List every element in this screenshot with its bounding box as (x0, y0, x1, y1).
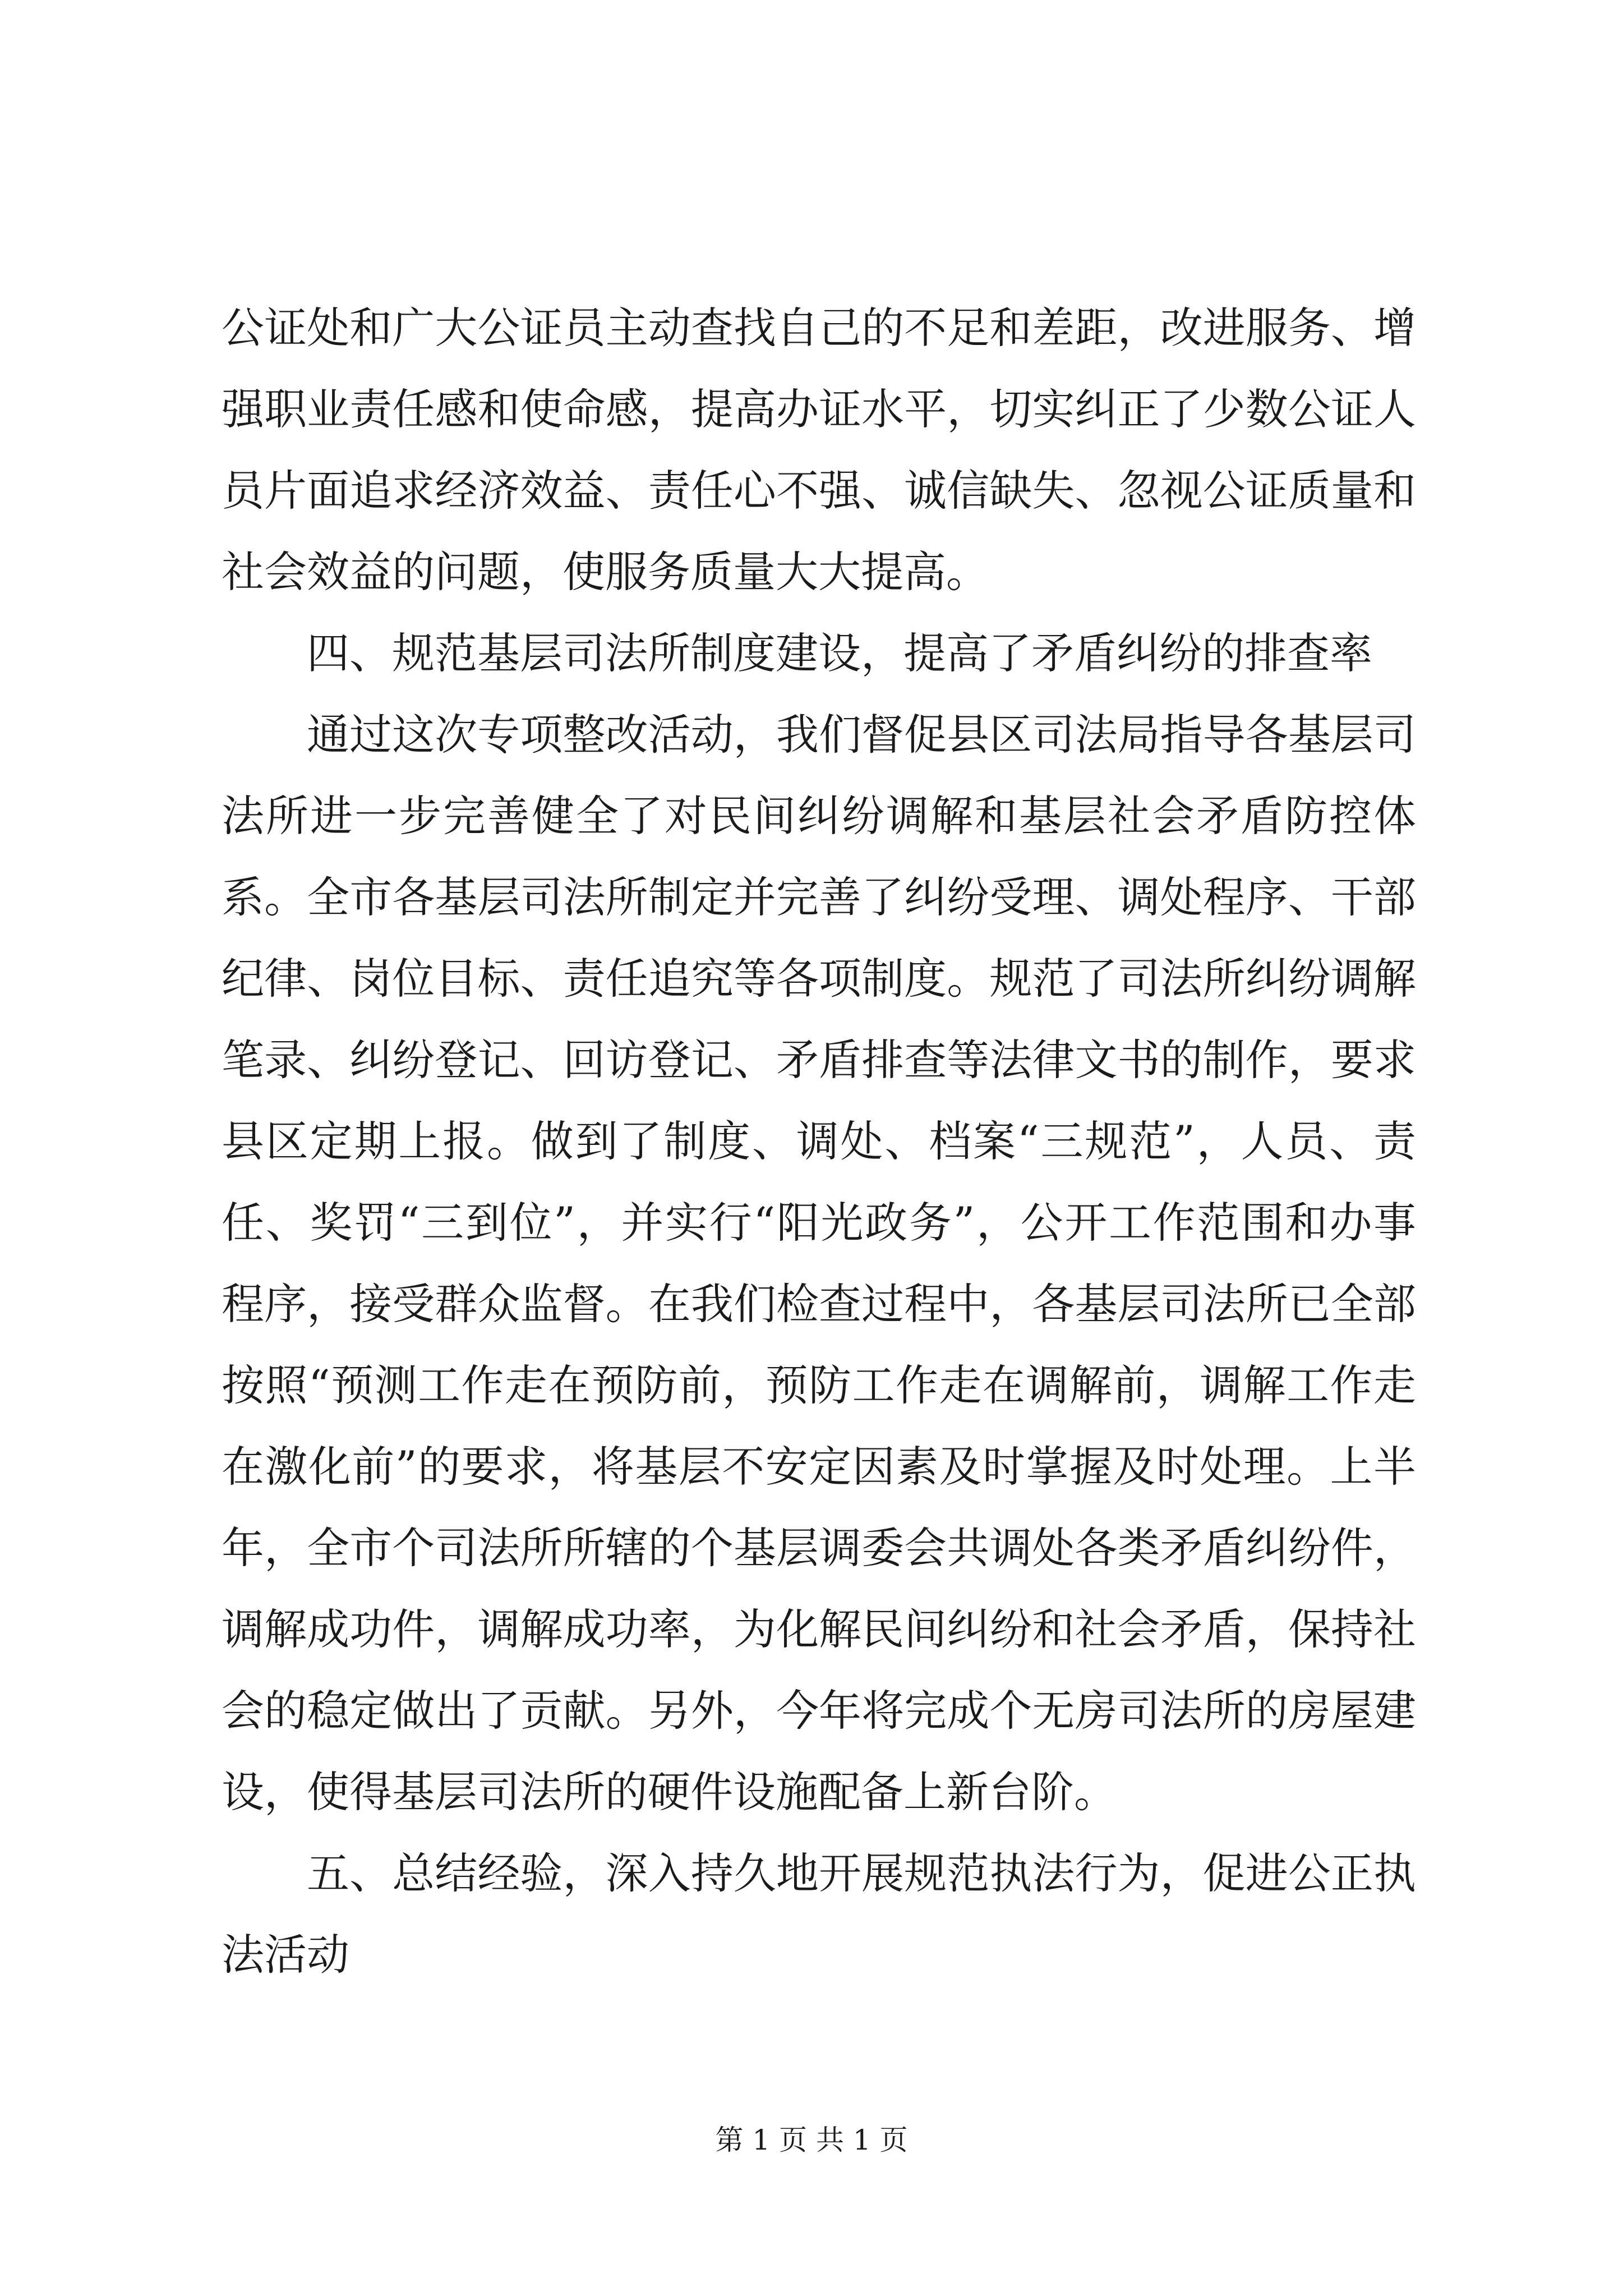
paragraph-1: 公证处和广大公证员主动查找自己的不足和差距，改进服务、增强职业责任感和使命感，提高办证水平，切实纠正了少数公证人员片面追求经济效益、责任心不强、诚信缺失、忽视公证质量和社会效益的问题，使服务质量大大提高。 (222, 303, 1416, 597)
section-heading-5: 五、总结经验，深入持久地开展规范执法行为，促进公正执法活动 (222, 1848, 1416, 1980)
section-heading-4: 四、规范基层司法所制度建设，提高了矛盾纠纷的排查率 (307, 628, 1372, 678)
page-footer: 第 1 页 共 1 页 (715, 2124, 908, 2156)
document-body (222, 287, 1416, 1995)
paragraph-2: 通过这次专项整改活动，我们督促县区司法局指导各基层司法所进一步完善健全了对民间纠纷调解和基层社会矛盾防控体系。全市各基层司法所制定并完善了纠纷受理、调处程序、干部纪律、岗位目标、责任追究等各项制度。规范了司法所纠纷调解笔录、纠纷登记、回访登记、矛盾排查等法律文书的制作，要求县区定期上报。做到了制度、调处、档案“三规范”，人员、责任、奖罚“三到位”，并实行“阳光政务”，公开工作范围和办事程序，接受群众监督。在我们检查过程中，各基层司法所已全部按照“预测工作走在预防前，预防工作走在调解前，调解工作走在激化前”的要求，将基层不安定因素及时掌握及时处理。上半年，全市个司法所所辖的个基层调委会共调处各类矛盾纠纷件，调解成功件，调解成功率，为化解民间纠纷和社会矛盾，保持社会的稳定做出了贡献。另外，今年将完成个无房司法所的房屋建设，使得基层司法所的硬件设施配备上新台阶。 (222, 710, 1416, 1817)
